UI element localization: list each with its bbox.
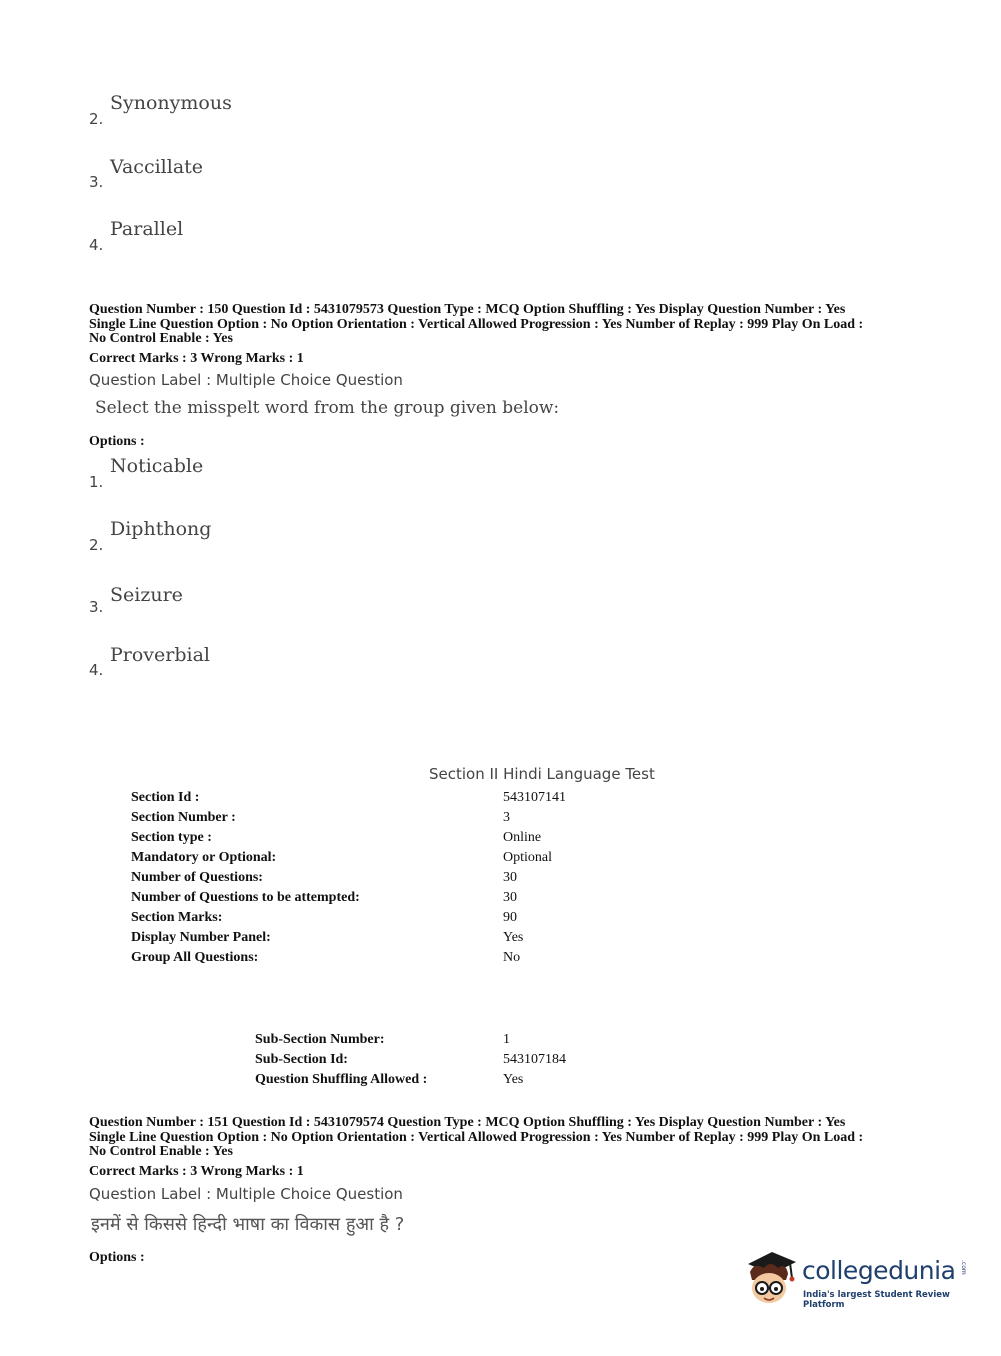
- section-key: Group All Questions:: [131, 950, 259, 965]
- section-title: Section II Hindi Language Test: [429, 765, 655, 783]
- subsection-row: [255, 1032, 755, 1052]
- option-text: Parallel: [110, 218, 184, 240]
- meta-line: Question Number : 150 Question Id : 5431079573 Question Type : MCQ Option Shuffling : Yes Display Question Number : Yes: [89, 302, 846, 317]
- section-value: 90: [503, 910, 517, 925]
- options-heading: Options :: [89, 434, 145, 449]
- section-key: Section Id :: [131, 790, 200, 805]
- section-row: [131, 790, 831, 810]
- option-text: Vaccillate: [110, 156, 204, 178]
- logo-domain-suffix: .com: [960, 1260, 967, 1275]
- section-value: 543107141: [503, 790, 566, 805]
- subsection-key: Sub-Section Number:: [255, 1032, 385, 1047]
- subsection-value: 543107184: [503, 1052, 566, 1067]
- meta-line: Single Line Question Option : No Option Orientation : Vertical Allowed Progression : Yes Number of Replay : 999 Play On Load :: [89, 316, 864, 332]
- question-meta-151: [89, 1116, 919, 1160]
- option-text: Noticable: [110, 455, 204, 477]
- section-key: Number of Questions:: [131, 870, 263, 885]
- section-row: [131, 890, 831, 910]
- section-row: [131, 930, 831, 950]
- question-label: Question Label : Multiple Choice Question: [89, 1185, 403, 1203]
- question-meta-150: [89, 303, 919, 347]
- section-value: No: [503, 950, 521, 965]
- section-value: 30: [503, 870, 517, 885]
- option-number: 3.: [89, 598, 104, 616]
- subsection-row: [255, 1072, 755, 1092]
- collegedunia-logo: [742, 1248, 972, 1314]
- option-number: 1.: [89, 473, 104, 491]
- option-number: 2.: [89, 536, 104, 554]
- section-key: Section Marks:: [131, 910, 223, 925]
- subsection-key: Question Shuffling Allowed :: [255, 1072, 428, 1087]
- section-row: [131, 850, 831, 870]
- question-text: इनमें से किससे हिन्दी भाषा का विकास हुआ है ?: [91, 1214, 405, 1235]
- section-value: Optional: [503, 850, 552, 865]
- section-value: Online: [503, 830, 542, 845]
- option-number: 4.: [89, 236, 104, 254]
- option-number: 3.: [89, 173, 104, 191]
- option-text: Seizure: [110, 584, 183, 606]
- meta-line: Single Line Question Option : No Option Orientation : Vertical Allowed Progression : Yes Number of Replay : 999 Play On Load :: [89, 1129, 864, 1145]
- options-heading: Options :: [89, 1250, 145, 1265]
- section-value: 30: [503, 890, 517, 905]
- mascot-icon: [742, 1248, 800, 1310]
- section-row: [131, 830, 831, 850]
- section-key: Number of Questions to be attempted:: [131, 890, 360, 905]
- subsection-value: 1: [503, 1032, 510, 1047]
- option-number: 2.: [89, 110, 104, 128]
- section-value: Yes: [503, 930, 524, 945]
- subsection-key: Sub-Section Id:: [255, 1052, 348, 1067]
- section-row: [131, 910, 831, 930]
- option-text: Proverbial: [110, 644, 211, 666]
- option-text: Synonymous: [110, 92, 232, 114]
- logo-name: collegedunia: [802, 1256, 956, 1285]
- meta-line: No Control Enable : Yes: [89, 1144, 233, 1159]
- section-row: [131, 810, 831, 830]
- section-key: Display Number Panel:: [131, 930, 271, 945]
- section-row: [131, 870, 831, 890]
- marks-line: Correct Marks : 3 Wrong Marks : 1: [89, 351, 304, 366]
- subsection-value: Yes: [503, 1072, 524, 1087]
- logo-tagline: India's largest Student Review Platform: [803, 1290, 950, 1310]
- section-key: Mandatory or Optional:: [131, 850, 277, 865]
- question-label: Question Label : Multiple Choice Question: [89, 371, 403, 389]
- meta-line: No Control Enable : Yes: [89, 331, 233, 346]
- section-value: 3: [503, 810, 510, 825]
- subsection-row: [255, 1052, 755, 1072]
- section-key: Section Number :: [131, 810, 236, 825]
- meta-line: Question Number : 151 Question Id : 5431079574 Question Type : MCQ Option Shuffling : Yes Display Question Number : Yes: [89, 1115, 846, 1130]
- question-text: Select the misspelt word from the group given below:: [95, 398, 560, 418]
- option-text: Diphthong: [110, 518, 212, 540]
- section-row: [131, 950, 831, 970]
- section-key: Section type :: [131, 830, 212, 845]
- marks-line: Correct Marks : 3 Wrong Marks : 1: [89, 1164, 304, 1179]
- option-number: 4.: [89, 661, 104, 679]
